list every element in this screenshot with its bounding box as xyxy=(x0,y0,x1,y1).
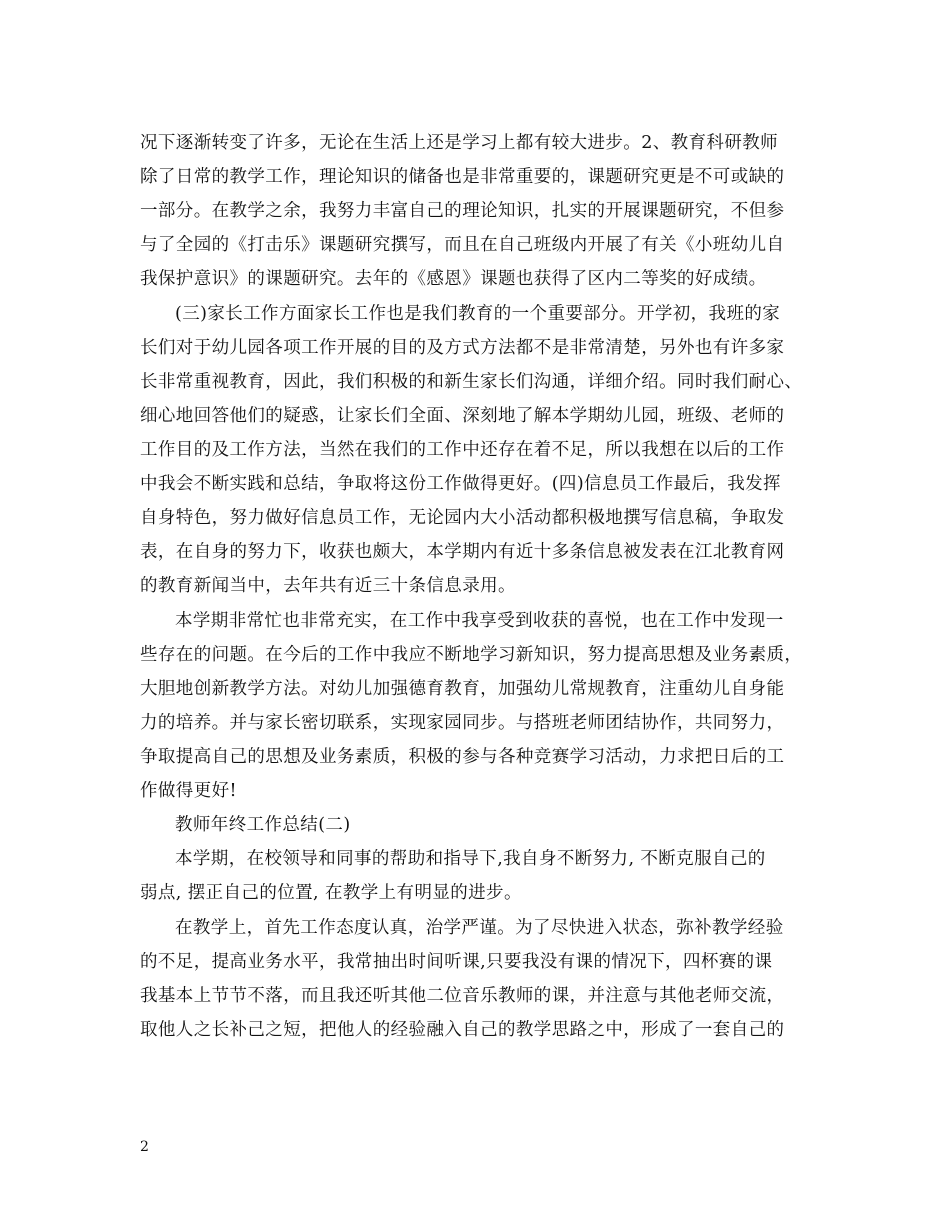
text-line: 中我会不断实践和总结，争取将这份工作做得更好。(四)信息员工作最后，我发挥 xyxy=(140,474,781,494)
text-line: 长们对于幼儿园各项工作开展的目的及方式方法都不是非常清楚，另外也有许多家 xyxy=(140,338,785,358)
text-line: 与了全园的《打击乐》课题研究撰写，而且在自己班级内开展了有关《小班幼儿自 xyxy=(140,235,785,255)
text-line: 作做得更好! xyxy=(140,781,237,801)
text-line: 我基本上节节不落，而且我还听其他二位音乐教师的课，并注意与其他老师交流， xyxy=(140,986,785,1006)
text-line: 一部分。在教学之余，我努力丰富自己的理论知识，扎实的开展课题研究，不但参 xyxy=(140,201,785,221)
text-line: 表，在自身的努力下，收获也颇大，本学期内有近十多条信息被发表在江北教育网 xyxy=(140,542,785,562)
text-line: 的教育新闻当中，去年共有近三十条信息录用。 xyxy=(140,576,516,596)
text-line: 弱点, 摆正自己的位置, 在教学上有明显的进步。 xyxy=(140,883,522,903)
paragraph-start-line: 本学期，在校领导和同事的帮助和指导下,我自身不断努力, 不断克服自己的 xyxy=(175,849,766,869)
text-line: 取他人之长补己之短，把他人的经验融入自己的教学思路之中，形成了一套自己的 xyxy=(140,1020,785,1040)
text-line: 些存在的问题。在今后的工作中我应不断地学习新知识，努力提高思想及业务素质， xyxy=(140,645,803,665)
text-line: 细心地回答他们的疑惑，让家长们全面、深刻地了解本学期幼儿园，班级、老师的 xyxy=(140,406,785,426)
text-line: 的不足，提高业务水平，我常抽出时间听课,只要我没有课的情况下，四杯赛的课 xyxy=(140,952,773,972)
paragraph-start-line: (三)家长工作方面家长工作也是我们教育的一个重要部分。开学初，我班的家 xyxy=(175,304,781,324)
paragraph-start-line: 本学期非常忙也非常充实，在工作中我享受到收获的喜悦，也在工作中发现一 xyxy=(175,611,784,631)
text-line: 力的培养。并与家长密切联系，实现家园同步。与搭班老师团结协作，共同努力， xyxy=(140,713,785,733)
text-line: 我保护意识》的课题研究。去年的《感恩》课题也获得了区内二等奖的好成绩。 xyxy=(140,269,767,289)
text-line: 自身特色，努力做好信息员工作，无论园内大小活动都积极地撰写信息稿，争取发 xyxy=(140,508,785,528)
text-line: 除了日常的教学工作，理论知识的储备也是非常重要的，课题研究更是不可或缺的 xyxy=(140,167,785,187)
text-line: 争取提高自己的思想及业务素质，积极的参与各种竞赛学习活动，力求把日后的工 xyxy=(140,747,785,767)
text-line: 工作目的及工作方法，当然在我们的工作中还存在着不足，所以我想在以后的工作 xyxy=(140,440,785,460)
paragraph-start-line: 在教学上，首先工作态度认真，治学严谨。为了尽快进入状态，弥补教学经验 xyxy=(175,918,784,938)
text-line: 长非常重视教育，因此，我们积极的和新生家长们沟通，详细介绍。同时我们耐心、 xyxy=(140,372,803,392)
text-line: 况下逐渐转变了许多，无论在生活上还是学习上都有较大进步。2、教育科研教师 xyxy=(140,133,779,153)
text-line: 大胆地创新教学方法。对幼儿加强德育教育，加强幼儿常规教育，注重幼儿自身能 xyxy=(140,679,785,699)
page-number: 2 xyxy=(140,1139,149,1155)
section-title: 教师年终工作总结(二) xyxy=(175,815,351,835)
